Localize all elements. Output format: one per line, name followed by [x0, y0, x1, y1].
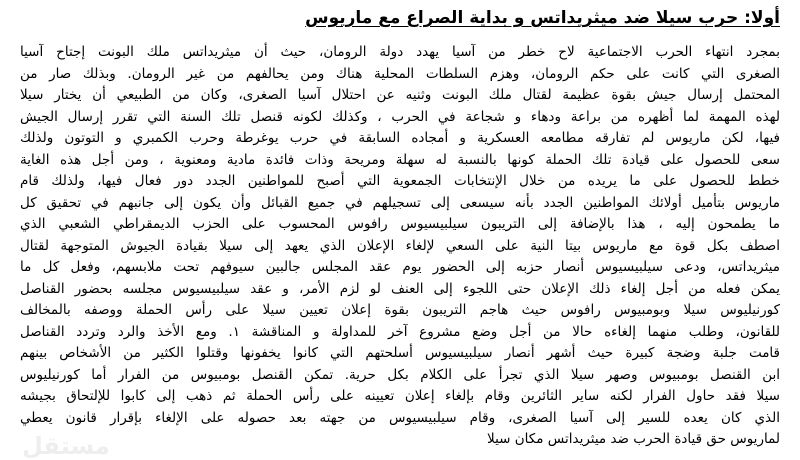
text-line: ابن القنصل بومبيوس وصهر سيلا الذي تجرأ على الكلام بكل حرية. تمكن القنصل بومبيوس من الفرار أما كورنيليوس — [20, 366, 780, 383]
text-line: ما يطمحون إليه ، هذا بالإضافة إلى التريبون سيلبيسيوس رافوس المحسوب على الحزب الديمقراطي الشعبي الذي — [20, 216, 780, 232]
text-line: الصغرى التي كانت على حكم الرومان، وهزم السلطات المحلية هناك ومن يحالفهم من غير الرومان. وبذلك صار من — [20, 65, 780, 82]
section-heading-text: أولا: حرب سيلا ضد ميثريداتس و بداية الصراع مع ماريوس — [305, 8, 780, 28]
text-line: الذي كان يعده للسير إلى آسيا الصغرى، وقام سيلبيسيوس من جهته بعد حصوله على الإلغاء بإقرار قانون يعطي — [20, 409, 780, 426]
text-line: المحتمل إرسال جيش بقوة عظيمة لقتال ملك البونت وثنيه عن احتلال آسيا الصغرى، وكان من الطبيعي أن يختار سيلا — [20, 87, 780, 103]
text-line: كورنيليوس سيلا وبومبيوس رافوس حيث هاجم التريبون بقوة إعلان تعيين سيلا على رأس الحملة ووصفه بالمخالف — [20, 302, 780, 318]
text-line: قامت جلبة وضجة كبيرة حيث أشهر أنصار سيلبيسيوس أسلحتهم التي كانوا يخفونها وقتلوا الكثير من الأشخاص بينهم — [20, 345, 780, 361]
watermark-logo: مستقل — [22, 432, 110, 460]
text-line: اصطف بكل قوة مع ماريوس بيتا النية على السعي لإلغاء الإعلان الذي يعهد إلى سيلا بقيادة الجيوش المتوجهة لقتال — [20, 237, 780, 254]
text-line: يمكن فعله من أجل إلغاء ذلك الإعلان حتى اللجوء إلى العنف لو لزم الأمر، و عقد سيلبيسيوس مجلسه بحضور القناصل — [20, 280, 780, 297]
text-line: ماريوس بتأميل أولائك المواطنين الجدد بأنه سيسعى إلى تسجيلهم في جميع القبائل وأن يكون إلى جانبهم في تحقيق كل — [20, 194, 780, 211]
text-line: للقانون، وطلب منهما إلغاءه حالا من أجل وضع مشروع آخر للمداولة و المناقشة ١. ومع الأخذ والرد وتردد القناصل — [20, 323, 780, 340]
text-line-last: لماريوس حق قيادة الحرب ضد ميثريداتس مكان سيلا — [487, 431, 780, 447]
text-line: بمجرد انتهاء الحرب الاجتماعية لاح خطر من آسيا يهدد دولة الرومان، حيث أن ميثريداتس ملك البونت إجتاح آسيا — [20, 44, 780, 60]
body-paragraph — [20, 42, 780, 458]
text-line: ميثريداتس، ودعى سيلبيسيوس أنصار حزبه إلى الحضور يوم عقد المجلس جالبين سيوفهم تحت ملابسهم، وفعل كل ما — [20, 259, 780, 275]
text-line: لهذه المهمة لما أظهره من براعة ودهاء و شجاعة في الحرب ، وكذلك لكونه قنصل تلك السنة التي تقرر إرسال الجيش — [20, 108, 780, 125]
text-line: سعى للحصول على قيادة تلك الحملة كونها بالنسبة له سهلة ومريحة وذات فائدة مادية ومعنوية ، ومن أجل هذه الغاية — [20, 151, 780, 168]
text-line: فيها، لكن ماريوس لم تفارقه مطامعه العسكرية و أمجاده السابقة في حرب يوغرطة وحرب الكمبري و التوتون ولذلك — [20, 130, 780, 146]
text-line: سيلا فقد حاول الفرار لكنه ساير الثائرين وقام بإلغاء إعلان تعيينه على رأس الحملة ثم ذهب إلى كابوا للإلتحاق بجيشه — [20, 388, 780, 404]
text-line: خطط للحصول على ما يريده من خلال الإنتخابات الجمعوية التي أصبح للمواطنين الجدد دور فعال فيها، ولذلك قام — [20, 173, 780, 189]
section-heading — [20, 6, 780, 30]
